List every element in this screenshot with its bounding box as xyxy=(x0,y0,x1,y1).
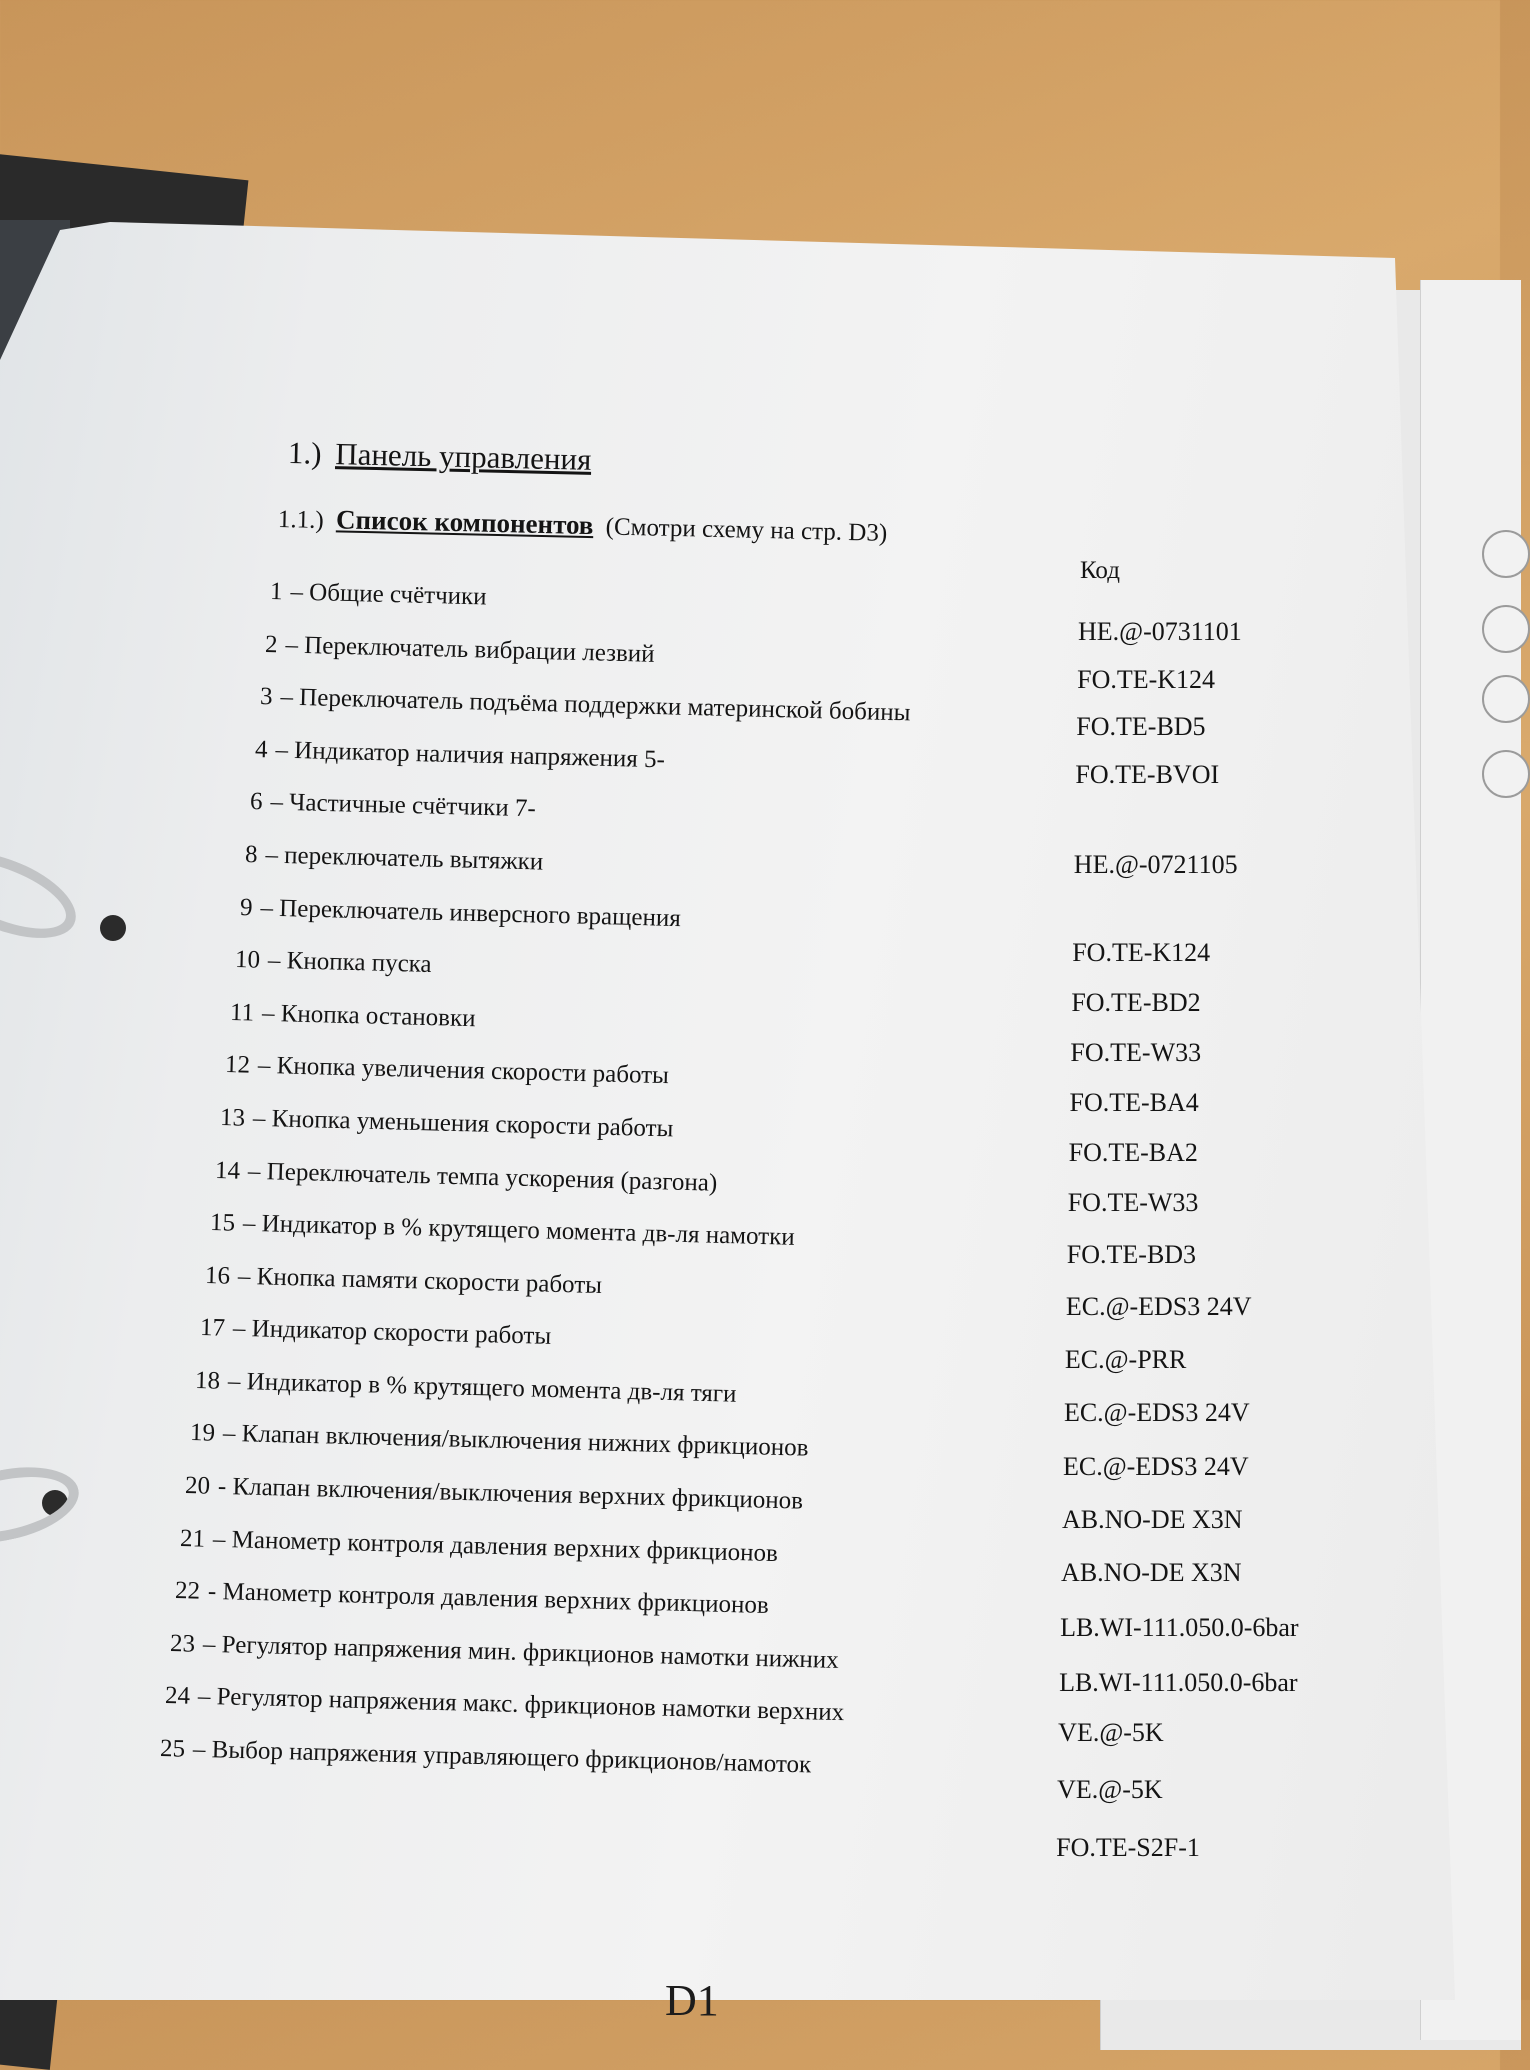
list-item-text: – Переключатель инверсного вращения xyxy=(260,894,682,932)
list-item-text: – Кнопка уменьшения скорости работы xyxy=(252,1104,674,1143)
code-value: FO.TE-K124 xyxy=(1072,938,1211,967)
tab-circle-icon xyxy=(1482,530,1530,578)
code-value: FO.TE-BD5 xyxy=(1076,712,1206,741)
subsection-title: Список компонентов xyxy=(335,504,594,541)
code-value: EC.@-EDS3 24V xyxy=(1065,1292,1252,1321)
code-value: FO.TE-BVOI xyxy=(1075,760,1220,789)
code-value: FO.TE-BA4 xyxy=(1069,1088,1199,1117)
list-item-text: – Кнопка пуска xyxy=(267,946,432,979)
list-item-number: 13 xyxy=(219,1103,246,1132)
code-value: AB.NO-DE X3N xyxy=(1062,1505,1243,1534)
list-item-number: 3 xyxy=(259,683,273,711)
list-item-number: 18 xyxy=(194,1366,221,1395)
list-item-number: 6 xyxy=(249,788,263,816)
code-value: FO.TE-BD3 xyxy=(1066,1240,1197,1269)
list-item-number: 21 xyxy=(179,1524,206,1553)
list-item-text: – Регулятор напряжения мин. фрикционов намотки нижних xyxy=(202,1630,840,1674)
list-item xyxy=(230,999,476,1033)
tab-circle-icon xyxy=(1482,675,1530,723)
list-item-number: 8 xyxy=(244,840,258,869)
list-item-text: – Переключатель подъёма поддержки материнской бобины xyxy=(280,683,911,727)
code-value: EC.@-PRR xyxy=(1064,1345,1187,1374)
list-item-text: – Кнопка остановки xyxy=(261,999,476,1032)
list-item-number: 11 xyxy=(229,998,255,1027)
subsection-number: 1.1.) xyxy=(277,506,325,535)
punch-hole xyxy=(100,915,126,941)
code-value: AB.NO-DE X3N xyxy=(1061,1558,1242,1587)
list-item-text: – Манометр контроля давления верхних фрикционов xyxy=(212,1525,779,1567)
code-value: EC.@-EDS3 24V xyxy=(1062,1452,1249,1481)
list-item-number: 16 xyxy=(204,1261,231,1290)
page-number: D1 xyxy=(665,1976,719,2025)
tab-circle-icon xyxy=(1482,605,1530,653)
list-item-text: – Индикатор в % крутящего момента дв-ля тяги xyxy=(227,1367,737,1408)
list-item-text: – Индикатор наличия напряжения 5- xyxy=(275,736,666,774)
list-item-text: – Индикатор скорости работы xyxy=(232,1315,552,1351)
list-item-text: – Кнопка памяти скорости работы xyxy=(237,1262,603,1299)
list-item-number: 14 xyxy=(214,1156,241,1185)
list-item-number: 15 xyxy=(209,1209,236,1237)
list-item xyxy=(235,946,432,979)
section-heading xyxy=(288,435,592,478)
tab-circle-icon xyxy=(1482,750,1530,798)
list-item-text: – Переключатель вибрации лезвий xyxy=(285,631,655,668)
list-item-number: 2 xyxy=(264,630,278,658)
list-item-text: – Кнопка увеличения скорости работы xyxy=(257,1052,670,1090)
list-item-text: – Выбор напряжения управляющего фрикционов/намоток xyxy=(192,1735,812,1779)
list-item-number: 22 xyxy=(174,1577,201,1605)
list-item-text: - Манометр контроля давления верхних фрикционов xyxy=(207,1578,770,1620)
code-value: LB.WI-111.050.0-6bar xyxy=(1060,1613,1299,1642)
code-value: FO.TE-W33 xyxy=(1067,1188,1199,1217)
list-item-text: – Клапан включения/выключения нижних фрикционов xyxy=(222,1420,809,1463)
code-value: VE.@-5K xyxy=(1057,1775,1163,1804)
section-title: Панель управления xyxy=(334,436,592,477)
code-value: FO.TE-BD2 xyxy=(1071,988,1201,1017)
list-item-text: - Клапан включения/выключения верхних фрикционов xyxy=(217,1472,804,1515)
subsection-note: (Смотри схему на стр. D3) xyxy=(605,513,888,547)
list-item-text: – Общие счётчики xyxy=(290,578,487,611)
list-item-number: 23 xyxy=(169,1629,196,1658)
list-item-number: 12 xyxy=(224,1051,251,1079)
section-number: 1.) xyxy=(287,435,322,471)
code-value: HE.@-0721105 xyxy=(1073,850,1238,879)
list-item-number: 19 xyxy=(189,1419,216,1448)
list-item-text: – Регулятор напряжения макс. фрикционов намотки верхних xyxy=(197,1683,845,1727)
list-item xyxy=(270,578,487,611)
code-value: EC.@-EDS3 24V xyxy=(1063,1398,1250,1427)
list-item-text: – Частичные счётчики 7- xyxy=(270,788,537,823)
list-item-text: – переключатель вытяжки xyxy=(265,841,544,876)
list-item-number: 10 xyxy=(234,946,261,974)
code-value: HE.@-0731101 xyxy=(1078,617,1242,646)
list-item-number: 4 xyxy=(254,735,268,764)
list-item-number: 17 xyxy=(199,1314,226,1342)
list-item-number: 1 xyxy=(269,578,283,606)
list-item-number: 24 xyxy=(164,1682,191,1711)
code-column-header: Код xyxy=(1080,557,1120,584)
code-value: VE.@-5K xyxy=(1058,1718,1164,1747)
code-value: FO.TE-BA2 xyxy=(1068,1138,1198,1167)
list-item-number: 25 xyxy=(159,1735,186,1763)
list-item-text: – Переключатель темпа ускорения (разгона) xyxy=(247,1157,718,1197)
code-value: LB.WI-111.050.0-6bar xyxy=(1059,1668,1298,1697)
list-item-number: 20 xyxy=(184,1472,211,1500)
list-item-text: – Индикатор в % крутящего момента дв-ля намотки xyxy=(242,1209,795,1251)
code-value: FO.TE-S2F-1 xyxy=(1056,1833,1200,1862)
code-value: FO.TE-W33 xyxy=(1070,1038,1202,1067)
list-item-number: 9 xyxy=(239,893,253,921)
code-value: FO.TE-K124 xyxy=(1077,665,1216,694)
